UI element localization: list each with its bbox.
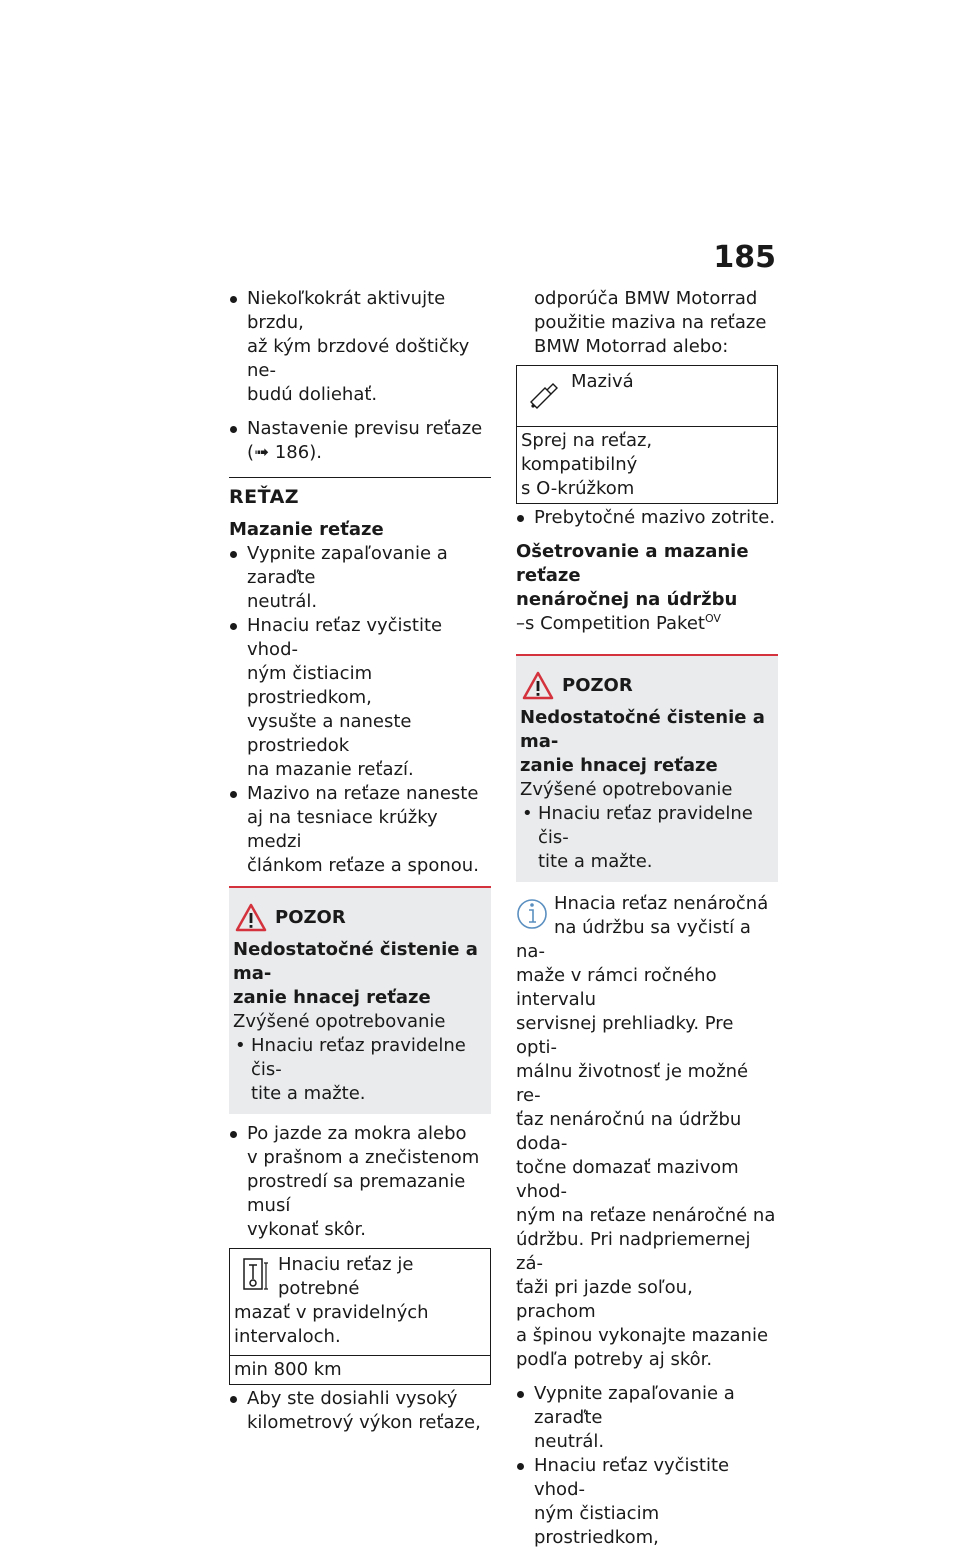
- cross-reference-arrow-icon[interactable]: ➟: [254, 442, 270, 463]
- info-icon: [516, 894, 548, 934]
- subheading-low-maintenance: Ošetrovanie a mazanie reťaze nenáročnej na údržbu: [516, 541, 749, 610]
- cross-reference-page[interactable]: 186).: [274, 442, 322, 463]
- subheading-chain-lubrication: Mazanie reťaze: [229, 519, 384, 540]
- list-item-ignition: Vypnite zapaľovanie a zaraďte neutrál.: [229, 542, 491, 614]
- list-item-clean-chain: Hnaciu reťaz vyčistite vhod- ným čistiacim prostriedkom, vysušte a naneste prostriedok na mazanie reťazí.: [229, 614, 491, 782]
- variant-sup: OV: [704, 612, 721, 625]
- warning-box-right: [516, 654, 778, 882]
- lubricant-value: Sprej na reťaz, kompatibilný s O-krúžkom: [521, 430, 653, 499]
- warning-label: POZOR: [562, 675, 633, 696]
- lubricant-table: [516, 365, 778, 504]
- left-column: [229, 287, 491, 1435]
- warning-triangle-icon: [235, 903, 267, 933]
- list-item-chain-slack: Nastavenie previsu reťaze (➟ 186).: [229, 417, 491, 465]
- warning-consequence: Zvýšené opotrebovanie: [520, 779, 733, 800]
- list-item-wet-conditions: Po jazde za mokra alebo v prašnom a znečistenom prostredí sa premazanie musí vykonať skôr.: [229, 1122, 491, 1242]
- warning-title: Nedostatočné čistenie a ma- zanie hnacej reťaze: [520, 707, 765, 776]
- wrench-oil-icon: [238, 1255, 272, 1295]
- lubricant-title: Mazivá: [571, 371, 634, 392]
- lubricant-icon: [523, 382, 563, 410]
- interval-value: min 800 km: [234, 1359, 342, 1380]
- right-column: [516, 287, 778, 1550]
- list-item-clean-chain-right: Hnaciu reťaz vyčistite vhod- ným čistiacim prostriedkom,: [516, 1454, 778, 1550]
- warning-consequence: Zvýšené opotrebovanie: [233, 1011, 446, 1032]
- list-item-wipe-excess: Prebytočné mazivo zotrite.: [516, 506, 778, 530]
- warning-action: • Hnaciu reťaz pravidelne čis- tite a mažte.: [520, 802, 772, 874]
- warning-title: Nedostatočné čistenie a ma- zanie hnacej reťaze: [233, 939, 478, 1008]
- list-item-apply-lube: Mazivo na reťaze naneste aj na tesniace krúžky medzi článkom reťaze a sponou.: [229, 782, 491, 878]
- warning-box: [229, 886, 491, 1114]
- warning-triangle-icon: [522, 671, 554, 701]
- list-item-brake: Niekoľkokrát aktivujte brzdu, až kým brzdové doštičky ne- budú doliehať.: [229, 287, 491, 407]
- list-item-mileage: Aby ste dosiahli vysoký kilometrový výkon reťaze,: [229, 1387, 491, 1435]
- interval-table: [229, 1248, 491, 1385]
- warning-label: POZOR: [275, 907, 346, 928]
- section-title: REŤAZ: [229, 477, 491, 510]
- warning-action: • Hnaciu reťaz pravidelne čis- tite a mažte.: [233, 1034, 485, 1106]
- info-note: Hnacia reťaz nenáročná na údržbu sa vyčistí a na- maže v rámci ročného intervalu servisnej prehliadky. Pre opti- málnu životnosť je možné re- ťaz nenáročnú na údržbu doda- točne domazať mazivom vhod- ným na reťaze nenáročné na údržbu. Pri nadpriemernej zá- ťaži pri jazde soľou, prachom a špinou vykonajte mazanie podľa potreby aj skôr.: [516, 893, 776, 1370]
- page-number: 185: [713, 240, 776, 275]
- interval-text: Hnaciu reťaz je potrebné mazať v pravidelných intervaloch.: [234, 1254, 429, 1347]
- variant-note: –s Competition Paket$^{OV}$: [516, 612, 721, 634]
- list-item-ignition-right: Vypnite zapaľovanie a zaraďte neutrál.: [516, 1382, 778, 1454]
- continued-paragraph: odporúča BMW Motorrad použitie maziva na reťaze BMW Motorrad alebo:: [534, 288, 767, 357]
